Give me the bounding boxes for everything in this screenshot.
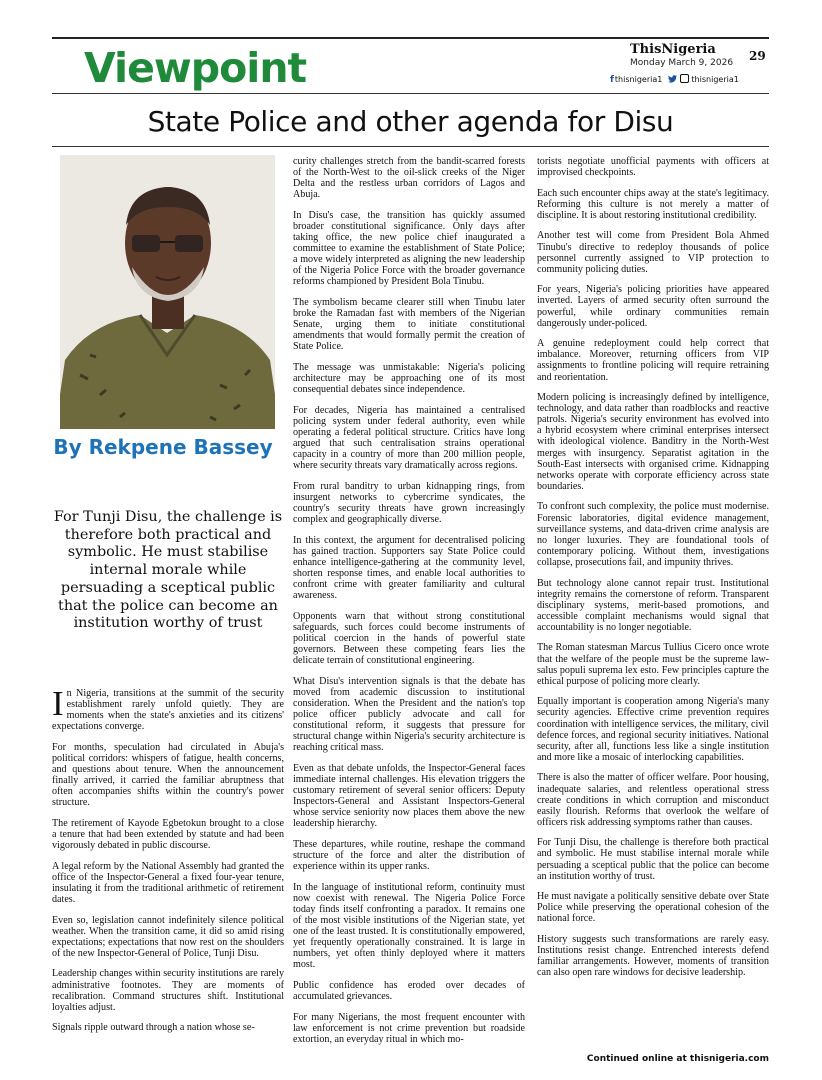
paragraph: The message was unmistakable: Nigeria's policing architecture may be approaching one of its most consequential debates since independence. (293, 362, 525, 396)
article-column-2 (293, 156, 525, 1054)
drop-cap: I (52, 684, 64, 723)
paragraph: Opponents warn that without strong constitutional safeguards, such forces could become instruments of political coercion in the hands of powerful state governors. Between these competing fears lies the delicate terrain of constitutional engineering. (293, 610, 525, 667)
pull-quote: For Tunji Disu, the challenge is therefore both practical and symbolic. He must stabilise internal morale while persuading a sceptical public that the police can become an institution worthy of trust (53, 509, 283, 632)
headline-rule (52, 146, 769, 147)
twitter-icon (668, 75, 677, 83)
top-rule (52, 37, 769, 39)
paragraph: What Disu's intervention signals is that the debate has moved from academic discussion to institutional consideration. When the President and the nation's top police officer publicly advocate and call for constitutional reform, it suggests that pressure for structural change within Nigeria's security architecture is reaching critical mass. (293, 675, 525, 754)
paragraph: Another test will come from President Bola Ahmed Tinubu's directive to redeploy thousands of police personnel currently assigned to VIP protection to community policing duties. (537, 230, 769, 275)
article-column-1 (52, 684, 284, 1043)
section-title: Viewpoint (84, 44, 307, 92)
masthead (630, 42, 740, 68)
publication-name: ThisNigeria (630, 42, 716, 57)
instagram-icon (680, 74, 689, 83)
paragraph: From rural banditry to urban kidnapping rings, from insurgent networks to cybercrime syndicates, the country's security threats have grown increasingly complex and geographically diverse. (293, 480, 525, 526)
article-column-3 (537, 156, 769, 988)
paragraph: History suggests such transformations are rarely easy. Institutions resist change. Entrenched interests defend familiar arrangements. However, moments of transition can also open rare windows for decisive leadership. (537, 934, 769, 979)
byline: By Rekpene Bassey (53, 435, 273, 459)
paragraph: Leadership changes within security institutions are rarely administrative footnotes. They are moments of recalibration. Command structures shift. Institutional loyalties adjust. (52, 968, 284, 1013)
paragraph: In this context, the argument for decentralised policing has gained traction. Supporters say State Police could enhance intelligence-gathering at the community level, shorten response times, and enable local authorities to confront crime with greater familiarity and cultural awareness. (293, 534, 525, 602)
paragraph: In the language of institutional reform, continuity must now coexist with renewal. The Nigeria Police Force today finds itself confronting a paradox. It remains one of the most visible institutions of the Nigerian state, yet one of the least trusted. It is constitutionally empowered, yet frequently operationally constrained. It is large in numbers, yet often thinly deployed where it matters most. (293, 881, 525, 971)
lead-text: n Nigeria, transitions at the summit of the security establishment rarely unfold quietly. They are moments when the state's anxieties and its citizens' expectations converge. (52, 688, 284, 733)
paragraph: These departures, while routine, reshape the command structure of the force and alter the distribution of experience within its upper ranks. (293, 838, 525, 873)
paragraph: Signals ripple outward through a nation whose se- (52, 1022, 255, 1034)
paragraph: For years, Nigeria's policing priorities have appeared inverted. Layers of armed security often surround the powerful, while ordinary communities remain dangerously under-policed. (537, 284, 769, 329)
paragraph: A legal reform by the National Assembly had granted the office of the Inspector-General a fixed four-year tenure, insulating it from the traditional arithmetic of retirement dates. (52, 860, 284, 905)
paragraph: For decades, Nigeria has maintained a centralised policing system under federal authority, even while operating a federal political structure. Critics have long argued that such centralisation strains operational capacity in a country of more than 200 million people, where security threats vary dramatically across regions. (293, 404, 525, 472)
paragraph: The symbolism became clearer still when Tinubu later broke the Ramadan fast with members of the Nigerian Senate, urging them to initiate constitutional amendments that would formally permit the creation of State Police. (293, 297, 525, 353)
social-handles (610, 74, 739, 85)
header-rule (52, 93, 769, 94)
paragraph: In Disu's case, the transition has quickly assumed broader constitutional significance. Only days after taking office, the new police chief inaugurated a committee to examine the establishment of State Police; a move widely interpreted as aligning the new leadership of the Nigeria Police Force with the broader governance reforms championed by President Bola Tinubu. (293, 209, 525, 288)
paragraph: For Tunji Disu, the challenge is therefore both practical and symbolic. He must stabilise internal morale while persuading a sceptical public that the police can become an institution worthy of trust. (537, 837, 769, 882)
instagram-handle: thisnigeria1 (691, 75, 739, 84)
paragraph: There is also the matter of officer welfare. Poor housing, inadequate salaries, and relentless operational stress create conditions in which corruption and misconduct easily flourish. Reforms that overlook the welfare of officers risk addressing symptoms rather than causes. (537, 772, 769, 828)
author-photo (60, 155, 275, 429)
facebook-icon: f (610, 75, 614, 85)
paragraph: For months, speculation had circulated in Abuja's political corridors: whispers of fatigue, health concerns, and questions about tenure. When the announcement finally arrived, it carried the familiar abruptness that often accompanies shifts within the country's power structure. (52, 741, 284, 809)
paragraph: The retirement of Kayode Egbetokun brought to a close a tenure that had been extended by statute and had been vigorously debated in public discourse. (52, 817, 284, 852)
publication-date: Monday March 9, 2026 (630, 58, 734, 68)
paragraph: torists negotiate unofficial payments with officers at improvised checkpoints. (537, 156, 769, 179)
paragraph: For many Nigerians, the most frequent encounter with law enforcement is not crime prevention but roadside extortion, an everyday ritual in which mo- (293, 1011, 525, 1045)
paragraph: curity challenges stretch from the bandit-scarred forests of the North-West to the oil-slick creeks of the Niger Delta and the restless urban corridors of Lagos and Abuja. (293, 156, 525, 201)
paragraph: Modern policing is increasingly defined by intelligence, technology, and data rather than roadblocks and reactive patrols. Nigeria's security environment has evolved into a hybrid ecosystem where criminal enterprises intersect with ideological violence. Banditry in the North-West merges with insurgency. Separatist agitation in the South-East intersects with organised crime. Kidnapping networks operate with corporate efficiency across state boundaries. (537, 392, 769, 492)
continued-online-note: Continued online at thisnigeria.com (586, 1054, 769, 1064)
paragraph: Equally important is cooperation among Nigeria's many security agencies. Effective crime prevention requires coordination with intelligence services, the military, civil defence forces, and regional security initiatives. National security, after all, functions less like a single institution and more like a mosaic of interlocking capabilities. (537, 696, 769, 763)
paragraph: He must navigate a politically sensitive debate over State Police while preserving the operational cohesion of the national force. (537, 891, 769, 925)
paragraph: Even so, legislation cannot indefinitely silence political weather. When the transition came, it did so amid rising expectations; expectations that now rest on the shoulders of the new Inspector-General of Police, Tunji Disu. (52, 914, 284, 959)
lead-paragraph (52, 684, 284, 733)
paragraph: Public confidence has eroded over decades of accumulated grievances. (293, 980, 525, 1003)
paragraph: A genuine redeployment could help correct that imbalance. Moreover, returning officers from VIP assignments to frontline policing will require retraining and reorientation. (537, 338, 769, 383)
paragraph: Even as that debate unfolds, the Inspector-General faces immediate internal challenges. His elevation triggers the customary retirement of several senior officers: Deputy Inspectors-General and Assistant Inspectors-General whose service seniority now places them above the new leadership hierarchy. (293, 762, 525, 830)
page-number: 29 (749, 49, 766, 63)
headline: State Police and other agenda for Disu (147, 105, 674, 138)
paragraph: To confront such complexity, the police must modernise. Forensic laboratories, digital evidence management, surveillance systems, and data-driven crime analysis are no longer luxuries. They are foundational tools of contemporary policing. Without them, investigations collapse, prosecutions fail, and impunity thrives. (537, 501, 769, 568)
facebook-handle: thisnigeria1 (614, 75, 663, 84)
paragraph: Each such encounter chips away at the state's legitimacy. Reforming this culture is not merely a matter of discipline. It is about restoring institutional credibility. (537, 187, 769, 221)
paragraph: The Roman statesman Marcus Tullius Cicero once wrote that the welfare of the people must be the supreme law- salus populi suprema lex esto. Few principles capture the ethical purpose of policing more clearly. (537, 642, 769, 687)
paragraph: But technology alone cannot repair trust. Institutional integrity remains the cornerstone of reform. Transparent disciplinary systems, merit-based promotions, and accessible complaint mechanisms would signal that accountability is no longer negotiable. (537, 577, 769, 633)
